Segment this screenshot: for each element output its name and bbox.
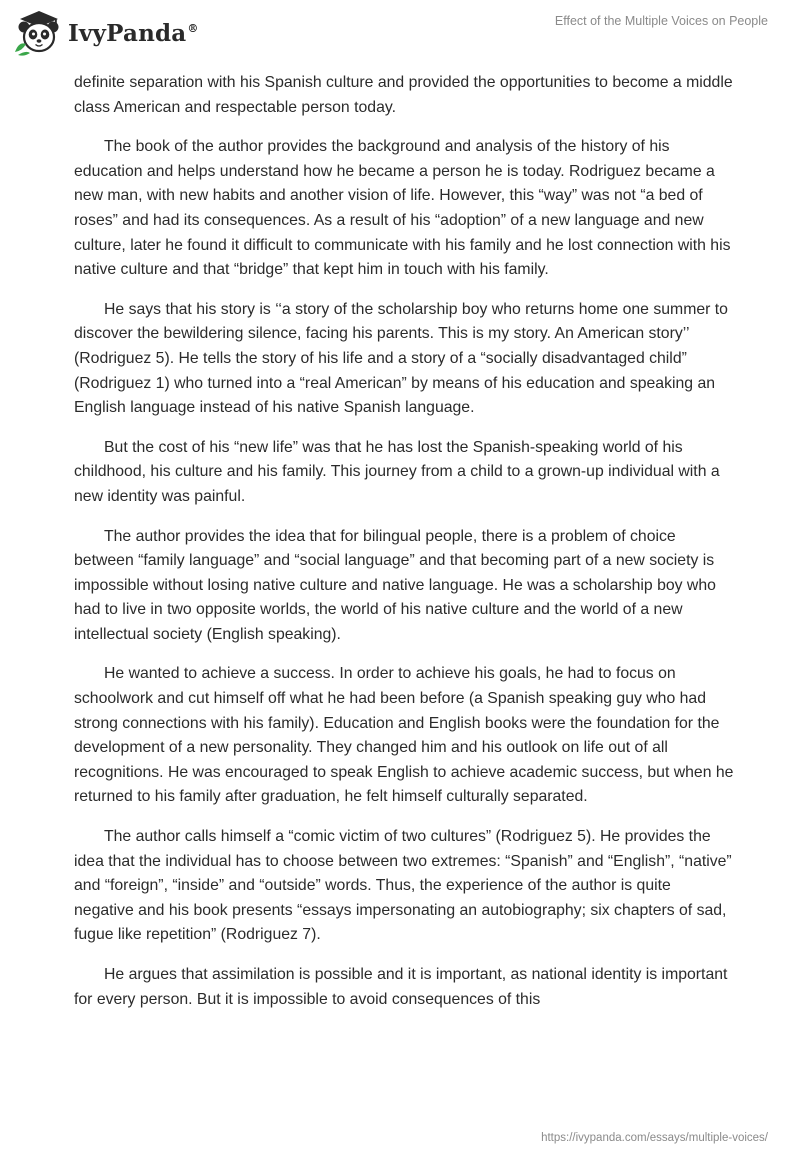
document-title: Effect of the Multiple Voices on People [554, 14, 768, 28]
panda-logo-icon [12, 6, 64, 56]
paragraph: He argues that assimilation is possible and it is important, as national identity is important for every person. But it is impossible to avoid consequences of this [74, 966, 728, 1008]
paragraph: But the cost of his “new life” was that he has lost the Spanish-speaking world of his childhood, his culture and his family. This journey from a child to a grown-up individual with a new identity was painful. [74, 438, 720, 505]
brand-logo[interactable] [12, 6, 199, 56]
paragraph: The author provides the idea that for bilingual people, there is a problem of choice between “family language” and “social language” and that becoming part of a new society is impossible without losing native culture and native language. He was a scholarship boy who had to live in two opposite worlds, the world of his native culture and the world of a new intellectual society (English speaking). [74, 527, 716, 643]
brand-name: IvyPanda® [68, 19, 199, 47]
source-url[interactable]: https://ivypanda.com/essays/multiple-voices/ [541, 1132, 768, 1144]
paragraph: He says that his story is ‘‘a story of the scholarship boy who returns home one summer to discover the bewildering silence, facing his parents. This is my story. An American story’’ (Rodriguez 5). He tells the story of his life and a story of a “socially disadvantaged child” (Rodriguez 1) who turned into a “real American” by means of his education and speaking an English language instead of his native Spanish language. [74, 300, 728, 417]
paragraph: The author calls himself a “comic victim of two cultures” (Rodriguez 5). He provides the idea that the individual has to choose between two extremes: “Spanish” and “English”, “native” and “foreign”, “inside” and “outside” words. Thus, the experience of the author is quite negative and his book presents “essays impersonating an autobiography; six chapters of sad, fugue like repetition” (Rodriguez 7). [74, 828, 732, 944]
essay-body [74, 71, 734, 1027]
paragraph: He wanted to achieve a success. In order to achieve his goals, he had to focus on schoolwork and cut himself off what he had been before (a Spanish speaking guy who had strong connections with his family). Education and English books were the foundation for the development of a new personality. They changed him and his outlook on life out of all recognitions. He was encouraged to speak English to achieve academic success, but when he returned to his family after graduation, he felt himself culturally separated. [74, 665, 734, 806]
paragraph: The book of the author provides the background and analysis of the history of his education and helps understand how he became a person he is today. Rodriguez became a new man, with new habits and another vision of life. However, this “way” was not “a bed of roses” and had its consequences. As a result of his “adoption” of a new language and new culture, later he found it difficult to communicate with his family and he lost connection with his native culture and that “bridge” that kept him in touch with his family. [74, 138, 731, 279]
paragraph: definite separation with his Spanish culture and provided the opportunities to become a middle class American and respectable person today. [74, 74, 733, 116]
page-header [0, 0, 800, 60]
